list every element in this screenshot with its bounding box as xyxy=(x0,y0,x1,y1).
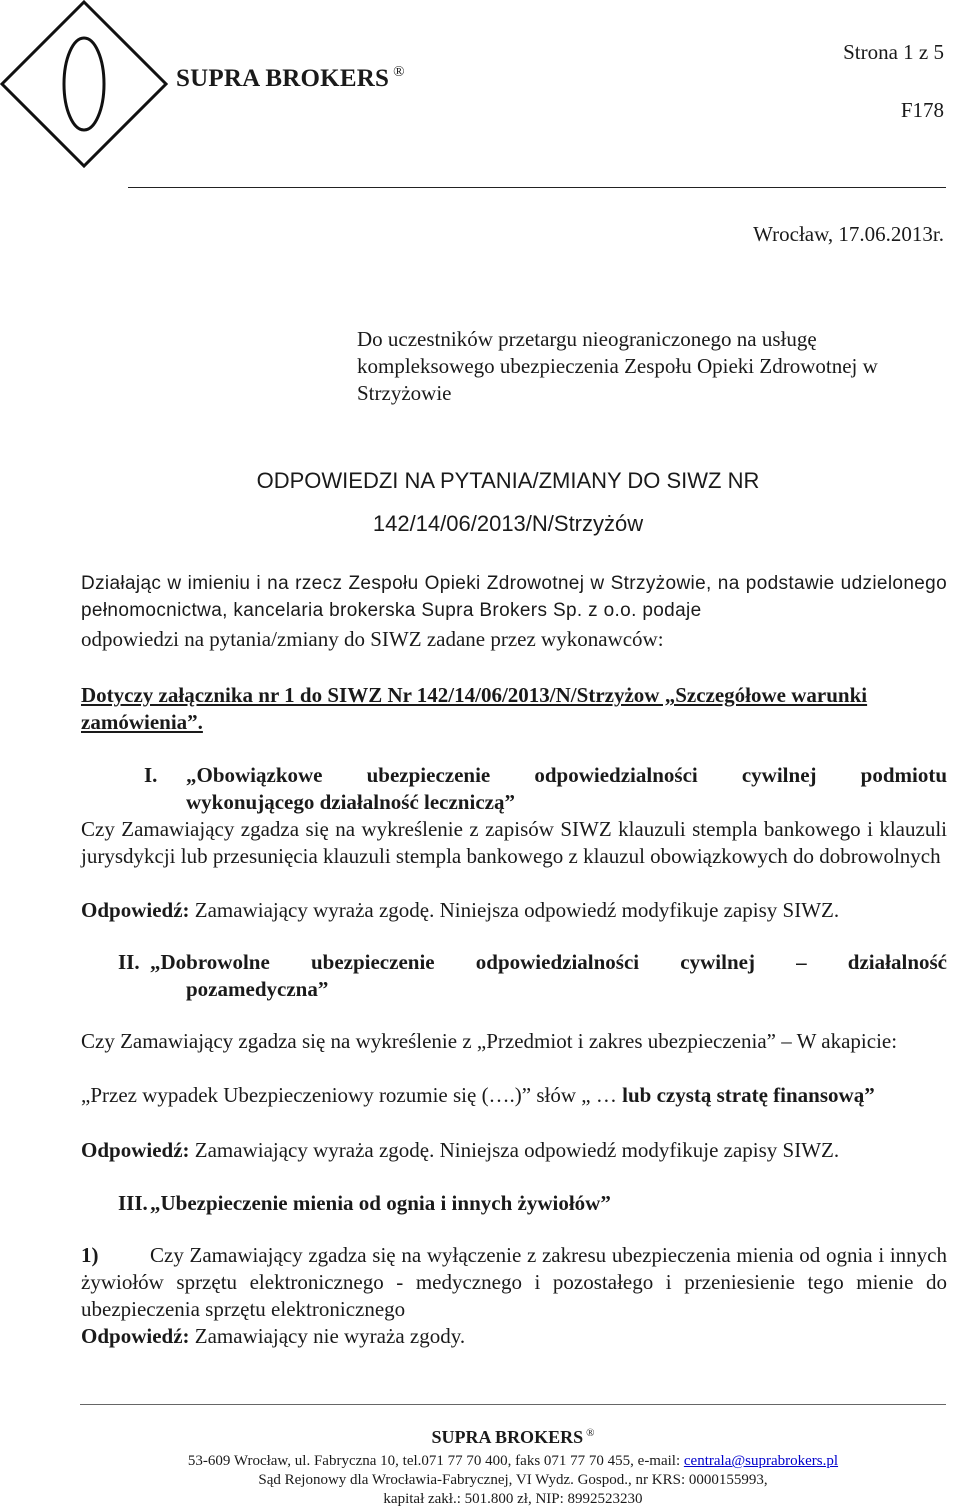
section-3-item-number: 1) xyxy=(81,1243,99,1267)
section-1-number: I. xyxy=(144,763,158,787)
title-line-2: 142/14/06/2013/N/Strzyżów xyxy=(372,511,644,536)
section-1-answer: Odpowiedź: Zamawiający wyraża zgodę. Niniejsza odpowiedź modyfikuje zapisy SIWZ. xyxy=(81,898,840,922)
section-3-answer: Odpowiedź: Zamawiający nie wyraża zgody. xyxy=(81,1324,466,1348)
footer-brand: SUPRA BROKERS ® xyxy=(431,1427,595,1447)
page-title xyxy=(218,459,798,545)
section-2-number: II. xyxy=(118,950,140,974)
document-code: F178 xyxy=(900,98,944,122)
section-1-question: Czy Zamawiający zgadza się na wykreślenie z zapisów SIWZ klauzuli stempla bankowego i klauzuli jurysdykcji lub przesunięcia klauzuli stempla bankowego z klauzul obowiązkowych do dobrowolnych xyxy=(81,817,947,868)
brand-name: SUPRA BROKERS ® xyxy=(176,64,405,92)
section-3-title: „Ubezpieczenie mienia od ognia i innych żywiołów” xyxy=(150,1191,611,1215)
section-3-question: Czy Zamawiający zgadza się na wyłączenie z zakresu ubezpieczenia mienia od ognia i innych żywiołów sprzętu elektronicznego - medycznego i pozostałego i przeniesienie tego mienie do ubezpieczenia sprzętu elektronicznego xyxy=(81,1243,947,1321)
footer-divider xyxy=(80,1404,946,1405)
company-logo xyxy=(0,0,168,168)
footer-capital: kapitał zakł.: 501.800 zł, NIP: 8992523230 xyxy=(383,1491,643,1507)
section-2-quote: „Przez wypadek Ubezpieczeniowy rozumie się (….)” słów „ … lub czystą stratę finansową” xyxy=(81,1083,875,1107)
intro-paragraph: Działając w imieniu i na rzecz Zespołu Opieki Zdrowotnej w Strzyżowie, na podstawie udzielonego pełnomocnictwa, kancelaria brokerska Supra Brokers Sp. z o.o. podaje xyxy=(81,573,947,621)
section-1-title-cont: wykonującego działalność leczniczą” xyxy=(186,790,515,814)
date-line: Wrocław, 17.06.2013r. xyxy=(753,222,944,246)
footer-court: Sąd Rejonowy dla Wrocławia-Fabrycznej, VI Wydz. Gospod., nr KRS: 0000155993, xyxy=(258,1472,768,1488)
section-1-title: „Obowiązkowe ubezpieczenie odpowiedzialności cywilnej podmiotu xyxy=(186,763,947,787)
answer-label: Odpowiedź: xyxy=(81,1138,190,1162)
answer-label: Odpowiedź: xyxy=(81,898,190,922)
answer-label: Odpowiedź: xyxy=(81,1324,190,1348)
intro-paragraph-end: odpowiedzi na pytania/zmiany do SIWZ zadane przez wykonawców: xyxy=(81,627,664,651)
section-2-title: „Dobrowolne ubezpieczenie odpowiedzialności cywilnej – działalność xyxy=(150,950,947,974)
addressee: Do uczestników przetargu nieograniczonego na usługę kompleksowego ubezpieczenia Zespołu Opieki Zdrowotnej w Strzyżowie xyxy=(357,327,878,405)
page-number: Strona 1 z 5 xyxy=(843,40,944,64)
footer-address: 53-609 Wrocław, ul. Fabryczna 10, tel.071 77 70 400, faks 071 77 70 455, e-mail: centrala@suprabrokers.pl xyxy=(187,1453,839,1469)
header-divider xyxy=(128,187,946,188)
title-line-1: ODPOWIEDZI NA PYTANIA/ZMIANY DO SIWZ NR xyxy=(256,468,760,493)
email-link[interactable]: centrala@suprabrokers.pl xyxy=(683,1453,839,1469)
section-3-number: III. xyxy=(118,1191,148,1215)
section-2-answer: Odpowiedź: Zamawiający wyraża zgodę. Niniejsza odpowiedź modyfikuje zapisy SIWZ. xyxy=(81,1138,840,1162)
section-2-question: Czy Zamawiający zgadza się na wykreślenie z „Przedmiot i zakres ubezpieczenia” – W akapicie: xyxy=(81,1029,898,1053)
section-2-title-cont: pozamedyczna” xyxy=(186,977,329,1001)
concern-heading: Dotyczy załącznika nr 1 do SIWZ Nr 142/14/06/2013/N/Strzyżow „Szczegółowe warunki zamówienia”. xyxy=(81,683,868,734)
